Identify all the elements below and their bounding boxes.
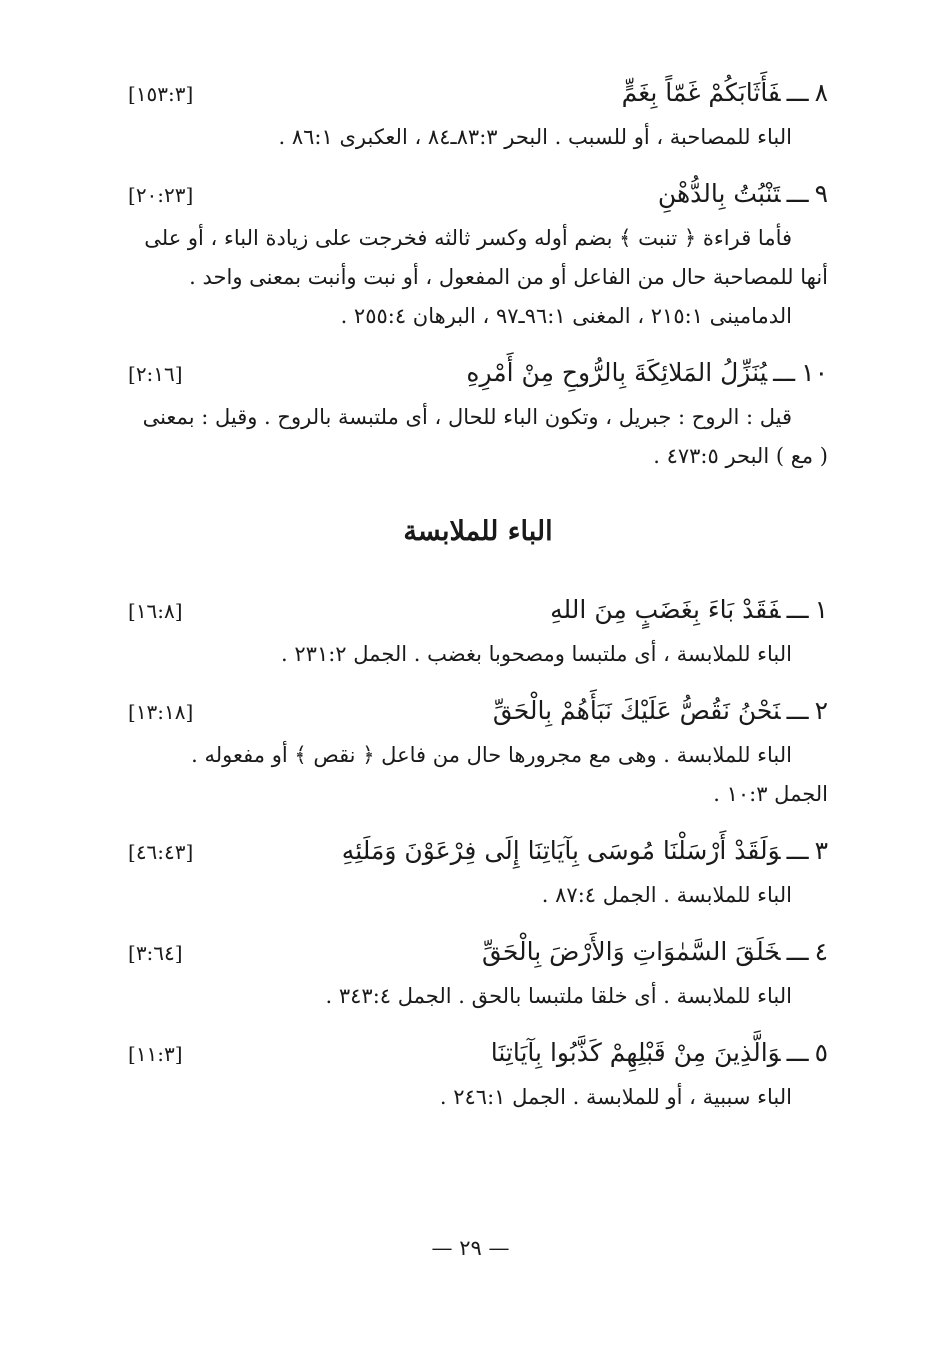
section-entry-3 [128,836,828,915]
verse-text: فَقَدْ بَاءَ بِغَضَبٍ مِنَ اللهِ [550,595,781,624]
section-entry-4 [128,937,828,1016]
section-title: الباء للملابسة [403,516,553,547]
section-entry-1 [128,595,828,674]
entry-heading [128,358,828,398]
entry-number: ٤ [814,937,828,966]
entry-10 [128,358,828,476]
commentary-line: الباء للمصاحبة ، أو للسبب . البحر ٨٣:٣ـ٨٤ ، العكبرى ٨٦:١ . [278,125,792,149]
entry-heading [128,836,828,876]
page-content [128,78,828,1139]
verse-line [550,595,828,624]
verse-text: خَلَقَ السَّمٰوَاتِ وَالأَرْضَ بِالْحَقِّ [482,937,781,966]
verse-line [493,696,828,725]
dash: ـــ [786,1038,809,1067]
verse-line [622,78,828,107]
verse-reference: [٣:٦٤] [128,941,183,965]
entry-number: ٥ [814,1038,828,1067]
dash: ـــ [773,358,796,387]
entry-heading [128,78,828,118]
entry-number: ١ [814,595,828,624]
entry-number: ٨ [814,78,828,107]
dash: ـــ [786,78,809,107]
commentary-line: الباء للملابسة ، أى ملتبسا ومصحوبا بغضب . الجمل ٢٣١:٢ . [281,642,792,666]
page-number: — ٢٩ — [431,1236,510,1260]
commentary-line: الباء سببية ، أو للملابسة . الجمل ٢٤٦:١ . [439,1085,792,1109]
section-entry-2 [128,696,828,814]
verse-text: وَالَّذِينَ مِنْ قَبْلِهِمْ كَذَّبُوا بِآيَاتِنَا [490,1038,781,1067]
verse-text: وَلَقَدْ أَرْسَلْنَا مُوسَى بِآيَاتِنَا إِلَى فِرْعَوْنَ وَمَلَئِهِ [341,836,781,865]
entry-heading [128,1038,828,1078]
verse-line [658,179,828,208]
entry-number: ١٠ [801,358,828,387]
verse-reference: [٤٦:٤٣] [128,840,194,864]
entry-heading [128,179,828,219]
entry-heading [128,937,828,977]
verse-reference: [٢:١٦] [128,362,183,386]
dash: ـــ [786,595,809,624]
verse-line [491,1038,828,1067]
entry-9 [128,179,828,336]
dash: ـــ [786,179,809,208]
commentary-line: قيل : الروح : جبريل ، وتكون الباء للحال ، أى ملتبسة بالروح . وقيل : بمعنى [142,405,792,429]
verse-line [342,836,828,865]
verse-reference: [١٦:٨] [128,599,183,623]
entry-heading [128,595,828,635]
commentary-line: الدمامينى ٢١٥:١ ، المغنى ٩٦:١ـ٩٧ ، البرهان ٢٥٥:٤ . [340,304,792,328]
dash: ـــ [786,836,809,865]
verse-text: نَحْنُ نَقُصُّ عَلَيْكَ نَبَأَهُمْ بِالْحَقِّ [492,696,781,725]
commentary-line: الباء للملابسة . الجمل ٨٧:٤ . [541,883,792,907]
verse-line [482,937,828,966]
dash: ـــ [786,696,809,725]
commentary-line: ( مع ) البحر ٤٧٣:٥ . [653,444,828,468]
commentary-line: الجمل ١٠:٣ . [713,782,828,806]
commentary-line: أنها للمصاحبة حال من الفاعل أو من المفعول ، أو نبت وأنبت بمعنى واحد . [189,265,828,289]
entry-heading [128,696,828,736]
verse-text: تَنْبُتُ بِالدُّهْنِ [657,179,781,208]
commentary-line: فأما قراءة ﴿ تنبت ﴾ بضم أوله وكسر ثالثه فخرجت على زيادة الباء ، أو على [144,226,792,250]
verse-text: فَأَثَابَكُمْ غَمّاً بِغَمٍّ [621,78,781,107]
entry-8 [128,78,828,157]
commentary-line: الباء للملابسة . وهى مع مجرورها حال من فاعل ﴿ نقص ﴾ أو مفعوله . [191,743,792,767]
verse-reference: [١٣:١٨] [128,700,194,724]
dash: ـــ [786,937,809,966]
entry-number: ٩ [814,179,828,208]
verse-text: يُنَزِّلُ المَلائِكَةَ بِالرُّوحِ مِنْ أَمْرِهِ [466,358,768,387]
verse-reference: [١٥٣:٣] [128,82,194,106]
section-entry-5 [128,1038,828,1117]
verse-line [466,358,828,387]
commentary-line: الباء للملابسة . أى خلقا ملتبسا بالحق . الجمل ٣٤٣:٤ . [325,984,792,1008]
entry-number: ٢ [814,696,828,725]
verse-reference: [٢٠:٢٣] [128,183,194,207]
verse-reference: [١١:٣] [128,1042,183,1066]
entry-number: ٣ [814,836,828,865]
